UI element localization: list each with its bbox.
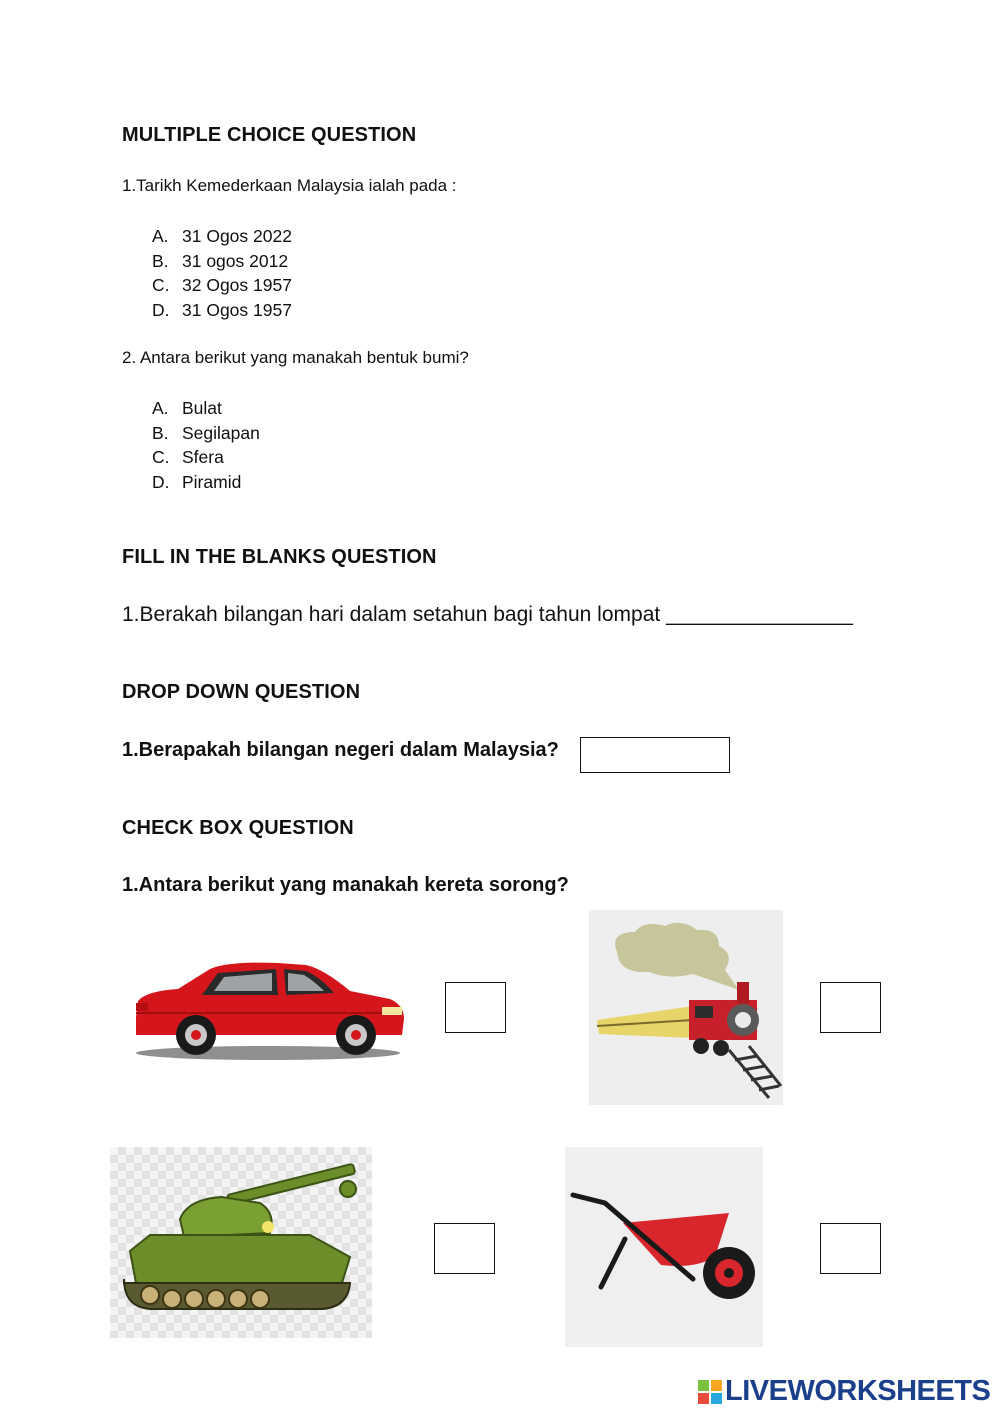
fill-blank-input[interactable] — [680, 603, 866, 629]
option-text: 31 ogos 2012 — [182, 251, 289, 271]
mcq-q1-option-b[interactable] — [152, 251, 288, 272]
car-image — [128, 955, 410, 1065]
wheelbarrow-image-frame — [565, 1147, 763, 1347]
option-letter: D. — [152, 472, 170, 492]
tank-image-frame — [110, 1147, 372, 1338]
mcq-q1-option-a[interactable] — [152, 226, 292, 247]
option-letter: A. — [152, 226, 169, 246]
mcq-question-1: 1.Tarikh Kemederkaan Malaysia ialah pada : — [122, 176, 457, 195]
checkbox-tank[interactable] — [434, 1223, 495, 1274]
mcq-q1-option-c[interactable] — [152, 275, 292, 296]
option-letter: C. — [152, 275, 170, 295]
mcq-q2-option-d[interactable] — [152, 472, 241, 493]
mcq-q1-option-d[interactable] — [152, 300, 292, 321]
tank-image — [110, 1147, 372, 1338]
liveworksheets-icon — [698, 1380, 722, 1404]
mcq-q2-option-b[interactable] — [152, 423, 260, 444]
fill-heading: FILL IN THE BLANKS QUESTION — [122, 546, 437, 568]
liveworksheets-logo — [698, 1375, 990, 1408]
dropdown-question-1: 1.Berapakah bilangan negeri dalam Malaysia? — [122, 739, 559, 761]
mcq-question-2: 2. Antara berikut yang manakah bentuk bumi? — [122, 348, 469, 367]
train-image — [589, 910, 783, 1105]
option-text: 31 Ogos 2022 — [182, 226, 292, 246]
checkbox-heading: CHECK BOX QUESTION — [122, 817, 354, 839]
option-text: Piramid — [182, 472, 242, 492]
mcq-q2-option-a[interactable] — [152, 398, 222, 419]
option-letter: B. — [152, 423, 169, 443]
dropdown-heading: DROP DOWN QUESTION — [122, 681, 361, 703]
option-text: Segilapan — [182, 423, 260, 443]
option-text: Sfera — [182, 447, 224, 467]
option-letter: A. — [152, 398, 169, 418]
option-letter: B. — [152, 251, 169, 271]
checkbox-train[interactable] — [820, 982, 881, 1033]
option-text: 31 Ogos 1957 — [182, 300, 292, 320]
logo-text: LIVEWORKSHEETS — [725, 1375, 991, 1407]
wheelbarrow-image — [565, 1147, 763, 1347]
fill-question-1: 1.Berakah bilangan hari dalam setahun bagi tahun lompat ________________ — [122, 603, 853, 626]
checkbox-wheelbarrow[interactable] — [820, 1223, 881, 1274]
option-text: 32 Ogos 1957 — [182, 275, 292, 295]
checkbox-question-1: 1.Antara berikut yang manakah kereta sorong? — [122, 874, 569, 896]
dropdown-select[interactable] — [580, 737, 730, 773]
mcq-heading: MULTIPLE CHOICE QUESTION — [122, 124, 417, 146]
option-letter: D. — [152, 300, 170, 320]
mcq-q2-option-c[interactable] — [152, 447, 224, 468]
option-text: Bulat — [182, 398, 222, 418]
checkbox-car[interactable] — [445, 982, 506, 1033]
option-letter: C. — [152, 447, 170, 467]
train-image-frame — [589, 910, 783, 1105]
